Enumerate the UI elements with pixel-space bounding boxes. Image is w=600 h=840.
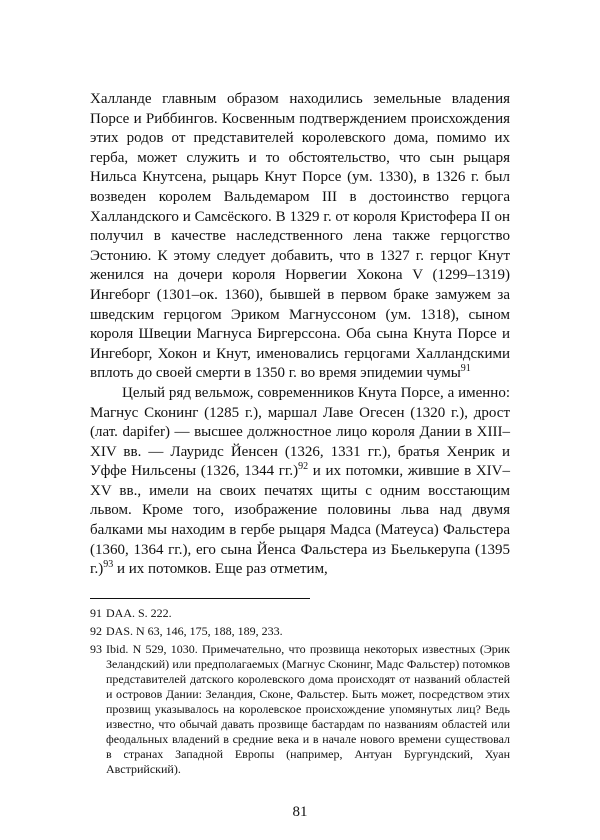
footnote [90,624,510,639]
paragraph-text: и их потомки, жившие в XIV–XV вв., имели на своих печатях щиты с одним восстающим львом. Кроме того, изображение половины льва над двумя балками мы находим в гербе рыцаря Мадса (Матеуса) Фальстера (1360, 1364 гг.), его сына Йенса Фальстера из Бьелькерупа (1395 г.) [90,463,510,578]
footnote-separator [90,598,310,599]
footnote-text: Ibid. N 529, 1030. Примечательно, что прозвища некоторых известных (Эрик Зеландский) или предполагаемых (Магнус Сконинг, Мадс Фальстер) потомков представителей датского королевского дома происходят от названий областей и островов Дании: Зеландия, Сконе, Фальстер. Быть может, посредством этих прозвищ указывалось на королевское происхождение упомянутых лиц? Ведь известно, что обычай давать прозвище бастардам по названиям областей или феодальных владений в средние века и в начале нового времени существовал в странах Западной Европы (например, Антуан Бургундский, Хуан Австрийский). [106,642,510,776]
paragraph-text: Целый ряд вельмож, современников Кнута Порсе, а именно: Магнус Сконинг (1285 г.), маршал Лаве Огесен (1320 г.), дрост (лат. dapifer) — высшее должностное лицо короля Дании в XIII–XIV вв. — Лауридс Йенсен (1326, 1331 гг.), братья Хенрик и Уффе Нильсены (1326, 1344 гг.) [90,384,510,480]
paragraph [90,384,510,580]
footnote-text: DAS. N 63, 146, 175, 188, 189, 233. [106,624,283,638]
main-text [90,90,510,580]
footnote-ref: 93 [103,559,114,571]
paragraph-text: Халланде главным образом находились земельные владения Порсе и Риббингов. Косвенным подтверждением происхождения этих родов от представителей королевского дома, помимо их герба, может служить и то обстоятельство, что сын рыцаря Нильса Кнутсена, рыцарь Кнут Порсе (ум. 1330), в 1326 г. был возведен королем Вальдемаром III в достоинство герцога Халландского и Самсёского. В 1329 г. от короля Кристофера II он получил в качестве наследственного лена также герцогство Эстонию. К этому следует добавить, что в 1327 г. герцог Кнут женился на дочери короля Норвегии Хокона V (1299–1319) Ингеборг (1301–ок. 1360), бывшей в первом браке замужем за шведским герцогом Эриком Магнуссоном (ум. 1318), сыном короля Швеции Магнуса Биргерссона. Оба сына Кнута Порсе и Ингеборг, Хокон и Кнут, именовались герцогами Халландскими вплоть до своей смерти в 1350 г. во время эпидемии чумы [90,91,510,382]
footnote-ref: 92 [298,461,309,473]
footnotes [90,606,510,780]
footnote-number: 91 [90,606,102,620]
footnote [90,606,510,621]
footnote [90,642,510,777]
page-number: 81 [292,804,308,820]
footnote-number: 92 [90,624,102,638]
footnote-text: DAA. S. 222. [106,606,172,620]
paragraph-text: и их потомков. Еще раз отметим, [113,561,328,578]
paragraph [90,90,510,384]
footnote-ref: 91 [460,363,471,375]
footnote-number: 93 [90,642,102,656]
